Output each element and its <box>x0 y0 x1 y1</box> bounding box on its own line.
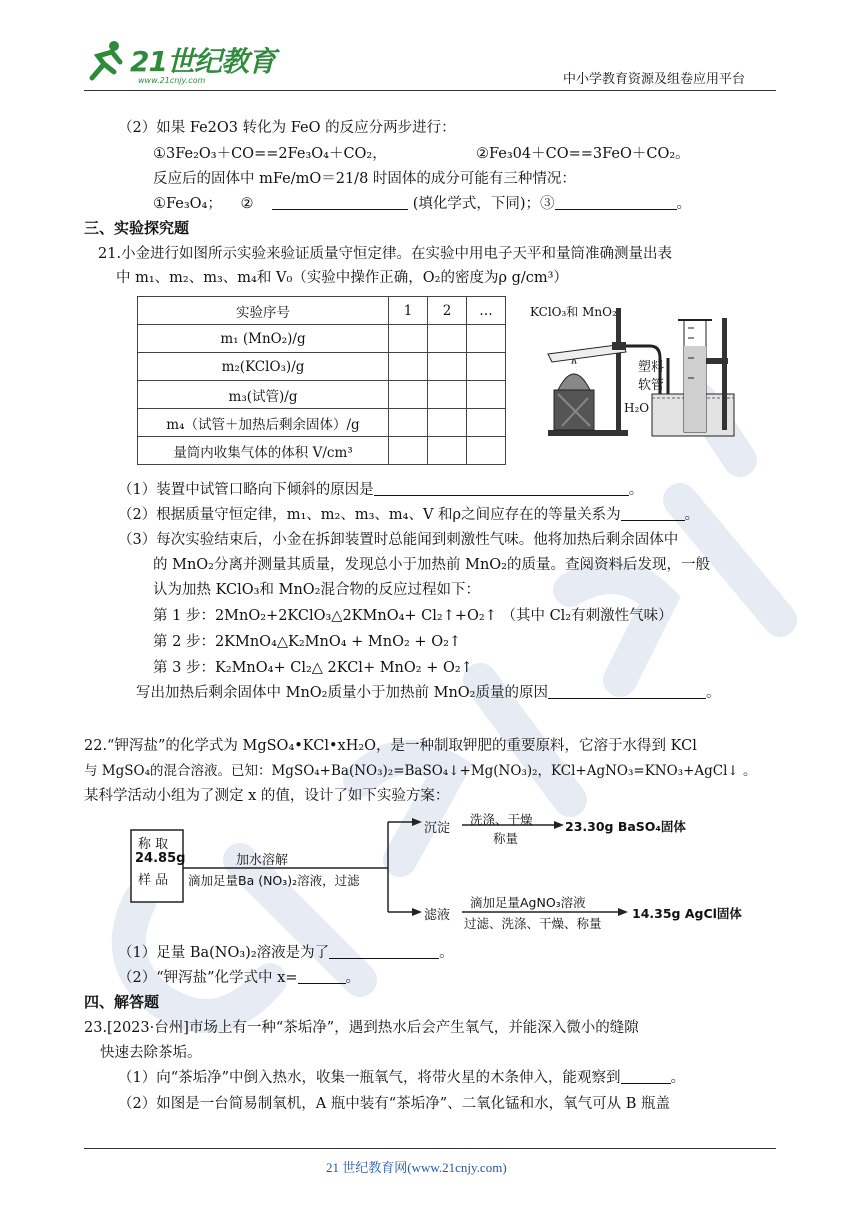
table-cell[interactable] <box>389 409 428 437</box>
q20-2-step2: ②Fe₃04＋CO==3FeO＋CO₂。 <box>476 146 690 162</box>
table-row <box>138 353 506 381</box>
flow-filt-op2: 过滤、洗涤、干燥、称量 <box>464 916 602 931</box>
q21-sub2-period: 。 <box>684 507 700 523</box>
footer-divider <box>84 1148 776 1149</box>
flow-box-line3: 样 品 <box>138 873 169 888</box>
q22-sub1-blank[interactable] <box>329 944 439 959</box>
q20-2-cases <box>153 192 691 213</box>
q20-2-condition: 反应后的固体中 mFe/mO＝21/8 时固体的成分可能有三种情况： <box>153 171 576 187</box>
q21-step3: 第 3 步：K₂MnO₄+ Cl₂△ 2KCl+ MnO₂ + O₂↑ <box>153 660 473 676</box>
q22-sub1 <box>118 941 454 962</box>
q21-line1: 21.小金进行如图所示实验来验证质量守恒定律。在实验中用电子天平和量筒准确测量出表 <box>98 246 673 262</box>
diagram-label-tube-2: 软管 <box>638 378 665 393</box>
q22-line1: 22.“钾泻盐”的化学式为 MgSO₄•KCl•xH₂O，是一种制取钾肥的重要原料，它溶于水得到 KCl <box>84 738 697 754</box>
q23-line2: 快速去除茶垢。 <box>100 1045 202 1061</box>
q23-sub1 <box>118 1066 685 1087</box>
table-row-label: m₂(KClO₃)/g <box>138 353 389 381</box>
q21-line2: 中 m₁、m₂、m₃、m₄和 V₀（实验中操作正确，O₂的密度为ρ g/cm³） <box>116 270 568 286</box>
q23-sub2: （2）如图是一台简易制氧机，A 瓶中装有“茶垢净”、二氧化锰和水，氧气可从 B 瓶盖 <box>118 1096 671 1112</box>
q22-sub2-period: 。 <box>345 970 360 986</box>
q22-line3: 某科学活动小组为了测定 x 的值，设计了如下实验方案： <box>84 788 450 804</box>
table-cell[interactable] <box>389 353 428 381</box>
header-divider <box>84 90 776 91</box>
diagram-label-tube-1: 塑料 <box>638 360 665 375</box>
experiment-table <box>137 296 506 465</box>
table-row-label: m₃(试管)/g <box>138 381 389 409</box>
platform-name: 中小学教育资源及组卷应用平台 <box>563 72 746 87</box>
flow-arrow-top-label: 加水溶解 <box>236 853 289 868</box>
table-row <box>138 325 506 353</box>
q22-sub1-text: （1）足量 Ba(NO₃)₂溶液是为了 <box>118 945 330 961</box>
flow-precip-op1: 洗涤、干燥 <box>470 812 533 827</box>
table-header-cell: 2 <box>428 297 467 325</box>
q20-2-case2-prefix: ② <box>240 196 254 212</box>
q20-2-case2-suffix: (填化学式，下同)；③ <box>412 196 555 212</box>
table-header-cell: 1 <box>389 297 428 325</box>
table-cell[interactable] <box>467 325 506 353</box>
table-row-label: m₁ (MnO₂)/g <box>138 325 389 353</box>
table-cell[interactable] <box>467 409 506 437</box>
q21-sub3-line3: 认为加热 KClO₃和 MnO₂混合物的反应过程如下： <box>153 582 480 598</box>
q21-sub1-text: （1）装置中试管口略向下倾斜的原因是 <box>118 482 374 498</box>
diagram-label-water: H₂O <box>624 401 650 415</box>
table-cell[interactable] <box>467 437 506 465</box>
q20-2-case1: ①Fe₃O₄； <box>153 196 222 212</box>
q22-sub2 <box>118 966 360 987</box>
q21-ask-text: 写出加热后剩余固体中 MnO₂质量小于加热前 MnO₂质量的原因 <box>136 685 548 701</box>
flow-filtrate: 滤液 <box>424 908 451 923</box>
q21-ask-blank[interactable] <box>548 684 706 699</box>
site-logo <box>84 38 284 88</box>
q21-sub2-blank[interactable] <box>621 506 685 521</box>
table-cell[interactable] <box>389 381 428 409</box>
table-header-cell: 实验序号 <box>138 297 389 325</box>
q22-sub1-period: 。 <box>439 945 454 961</box>
q21-sub1-period: 。 <box>628 482 644 498</box>
q21-sub2 <box>118 503 699 524</box>
q21-sub1-blank[interactable] <box>374 481 629 496</box>
table-cell[interactable] <box>428 353 467 381</box>
table-cell[interactable] <box>428 325 467 353</box>
q21-sub3-line2: 的 MnO₂分离并测量其质量，发现总小于加热前 MnO₂的质量。查阅资料后发现，一般 <box>153 557 710 573</box>
q21-ask <box>136 681 721 702</box>
flow-box-line1: 称 取 <box>138 837 169 852</box>
q23-sub1-text: （1）向“茶垢净”中倒入热水，收集一瓶氧气，将带火星的木条伸入，能观察到 <box>118 1070 621 1086</box>
table-cell[interactable] <box>428 381 467 409</box>
flow-filt-result: 14.35g AgCl固体 <box>632 906 742 921</box>
footer-link[interactable]: 21 世纪教育网(www.21cnjy.com) <box>326 1160 507 1175</box>
diagram-label-reactants: KClO₃和 MnO₂ <box>530 305 617 319</box>
table-cell[interactable] <box>389 325 428 353</box>
q22-line2: 与 MgSO₄的混合溶液。已知：MgSO₄+Ba(NO₃)₂=BaSO₄↓+Mg(NO₃)₂，KCl+AgNO₃=KNO₃+AgCl↓ 。 <box>84 763 757 779</box>
table-row <box>138 409 506 437</box>
q23-sub1-blank[interactable] <box>621 1069 671 1084</box>
table-row-label: 量筒内收集气体的体积 V/cm³ <box>138 437 389 465</box>
flow-precip-result: 23.30g BaSO₄固体 <box>565 819 686 834</box>
flow-arrow-bottom-label: 滴加足量Ba (NO₃)₂溶液，过滤 <box>188 873 360 888</box>
runner-icon <box>84 38 128 82</box>
q23-line1: 23.[2023·台州]市场上有一种“茶垢净”，遇到热水后会产生氧气，并能深入微小的缝隙 <box>84 1020 639 1036</box>
q20-2-answer-blank-2[interactable] <box>272 195 408 210</box>
table-header-row <box>138 297 506 325</box>
table-row <box>138 381 506 409</box>
flow-precip-op2: 称量 <box>493 831 519 846</box>
q21-ask-period: 。 <box>706 685 721 701</box>
q20-2-end: 。 <box>676 196 692 212</box>
q21-step2: 第 2 步：2KMnO₄△K₂MnO₄ + MnO₂ + O₂↑ <box>153 634 462 650</box>
table-cell[interactable] <box>428 437 467 465</box>
table-cell[interactable] <box>467 381 506 409</box>
table-header-cell: … <box>467 297 506 325</box>
table-row <box>138 437 506 465</box>
section-4-heading: 四、解答题 <box>84 993 160 1011</box>
q23-sub1-period: 。 <box>670 1070 686 1086</box>
q21-sub1 <box>118 478 643 499</box>
q20-2-answer-blank-3[interactable] <box>555 195 677 210</box>
q21-sub2-text: （2）根据质量守恒定律，m₁、m₂、m₃、m₄、V 和ρ之间应存在的等量关系为 <box>118 507 621 523</box>
table-cell[interactable] <box>389 437 428 465</box>
flow-precipitate: 沉淀 <box>424 821 451 836</box>
logo-url: www.21cnjy.com <box>138 76 206 85</box>
q20-2-step1: ①3Fe₂O₃＋CO==2Fe₃O₄＋CO₂， <box>153 146 387 162</box>
table-cell[interactable] <box>467 353 506 381</box>
q21-step1: 第 1 步：2MnO₂+2KClO₃△2KMnO₄+ Cl₂↑+O₂↑ （其中 Cl₂有刺激性气味） <box>153 608 673 624</box>
table-cell[interactable] <box>428 409 467 437</box>
q20-2-intro: （2）如果 Fe2O3 转化为 FeO 的反应分两步进行： <box>118 120 456 136</box>
table-row-label: m₄（试管＋加热后剩余固体）/g <box>138 409 389 437</box>
q22-sub2-text: （2）“钾泻盐”化学式中 x= <box>118 970 298 986</box>
flow-filt-op1: 滴加足量AgNO₃溶液 <box>470 895 586 910</box>
q21-sub3-line1: （3）每次实验结束后，小金在拆卸装置时总能闻到刺激性气味。他将加热后剩余固体中 <box>118 532 679 548</box>
section-3-heading: 三、实验探究题 <box>84 219 190 237</box>
flow-box-line2: 24.85g <box>135 851 186 866</box>
logo-text: 21世纪教育 <box>130 45 275 78</box>
q22-sub2-blank[interactable] <box>298 969 346 984</box>
